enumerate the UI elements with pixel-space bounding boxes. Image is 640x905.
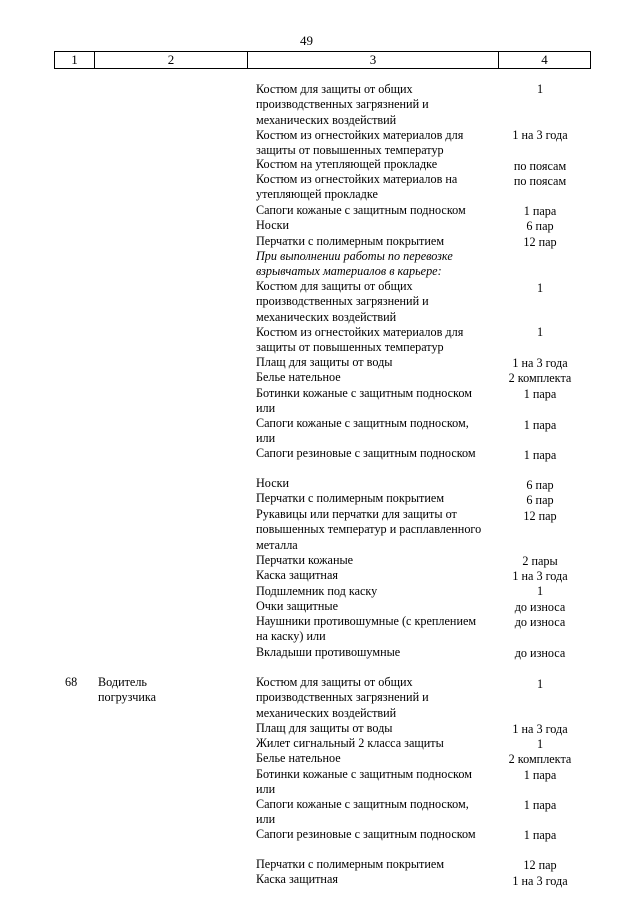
item-name: Костюм из огнестойких материалов для защиты от повышенных температур: [256, 128, 464, 158]
header-col-2: 2: [94, 52, 247, 68]
item-name: Перчатки с полимерным покрытием: [256, 491, 445, 505]
item-name: Плащ для защиты от воды: [256, 721, 393, 735]
item-name: Сапоги кожаные с защитным подноском, или: [256, 416, 469, 446]
item-qty: 1 пара: [523, 204, 557, 218]
item-qty: 12 пар: [523, 858, 557, 872]
item-qty: по поясам: [513, 159, 567, 173]
item-qty: 2 комплекта: [508, 371, 572, 385]
item-name: Сапоги кожаные с защитным подноском: [256, 203, 466, 217]
item-name: Костюм для защиты от общих производственных загрязнений и механических воздействий: [256, 675, 429, 720]
item-qty: до износа: [514, 600, 566, 614]
item-qty: 1: [536, 677, 544, 691]
row-number: 68: [65, 675, 78, 689]
item-name: Сапоги резиновые с защитным подноском: [256, 827, 476, 841]
item-qty: по поясам: [513, 174, 567, 188]
item-qty: до износа: [514, 646, 566, 660]
item-qty: 1 на 3 года: [512, 356, 568, 370]
header-col-1: 1: [54, 52, 94, 68]
item-qty: 1 пара: [523, 798, 557, 812]
header-col-3: 3: [247, 52, 498, 68]
item-name: Сапоги резиновые с защитным подноском: [256, 446, 476, 460]
page-number: 49: [300, 33, 313, 48]
item-name: Белье нательное: [256, 370, 341, 384]
section-subheading: При выполнении работы по перевозке взрывчатых материалов в карьере:: [256, 249, 453, 279]
item-qty: 1: [536, 325, 544, 339]
item-qty: 6 пар: [526, 478, 554, 492]
item-qty: 1 на 3 года: [512, 569, 568, 583]
item-qty: 6 пар: [526, 219, 554, 233]
item-name: Плащ для защиты от воды: [256, 355, 393, 369]
item-qty: 6 пар: [526, 493, 554, 507]
item-qty: 12 пар: [523, 235, 557, 249]
header-col-4: 4: [498, 52, 591, 68]
item-name: Подшлемник под каску: [256, 584, 378, 598]
item-name: Жилет сигнальный 2 класса защиты: [256, 736, 444, 750]
table-header-row: [54, 51, 591, 69]
item-name: Ботинки кожаные с защитным подноском или: [256, 767, 472, 797]
item-qty: до износа: [514, 615, 566, 629]
item-qty: 1 пара: [523, 828, 557, 842]
item-name: Сапоги кожаные с защитным подноском, или: [256, 797, 469, 827]
item-name: Наушники противошумные (с креплением на каску) или: [256, 614, 477, 644]
item-name: Носки: [256, 218, 290, 232]
item-qty: 1 на 3 года: [512, 874, 568, 888]
item-name: Ботинки кожаные с защитным подноском или: [256, 386, 472, 416]
item-name: Вкладыши противошумные: [256, 645, 401, 659]
item-name: Каска защитная: [256, 872, 338, 886]
item-qty: 1: [536, 82, 544, 96]
item-name: Очки защитные: [256, 599, 338, 613]
item-qty: 2 комплекта: [508, 752, 572, 766]
item-name: Каска защитная: [256, 568, 338, 582]
item-qty: 1: [536, 737, 544, 751]
item-qty: 1: [536, 584, 544, 598]
item-name: Носки: [256, 476, 290, 490]
item-name: Перчатки с полимерным покрытием: [256, 234, 445, 248]
item-qty: 1 пара: [523, 387, 557, 401]
item-name: Перчатки кожаные: [256, 553, 354, 567]
item-name: Костюм из огнестойких материалов для защиты от повышенных температур: [256, 325, 464, 355]
item-qty: 1 пара: [523, 768, 557, 782]
profession-name: Водитель погрузчика: [98, 675, 157, 705]
item-qty: 1 на 3 года: [512, 722, 568, 736]
item-qty: 12 пар: [523, 509, 557, 523]
item-qty: 2 пары: [522, 554, 558, 568]
item-name: Костюм из огнестойких материалов на утепляющей прокладке: [256, 172, 458, 202]
item-name: Белье нательное: [256, 751, 341, 765]
item-name: Рукавицы или перчатки для защиты от повышенных температур и расплавленного металла: [256, 507, 482, 552]
item-qty: 1 на 3 года: [512, 128, 568, 142]
item-name: Перчатки с полимерным покрытием: [256, 857, 445, 871]
item-qty: 1: [536, 281, 544, 295]
item-name: Костюм для защиты от общих производственных загрязнений и механических воздействий: [256, 82, 429, 127]
item-qty: 1 пара: [523, 418, 557, 432]
item-qty: 1 пара: [523, 448, 557, 462]
item-name: Костюм на утепляющей прокладке: [256, 157, 438, 171]
item-name: Костюм для защиты от общих производственных загрязнений и механических воздействий: [256, 279, 429, 324]
